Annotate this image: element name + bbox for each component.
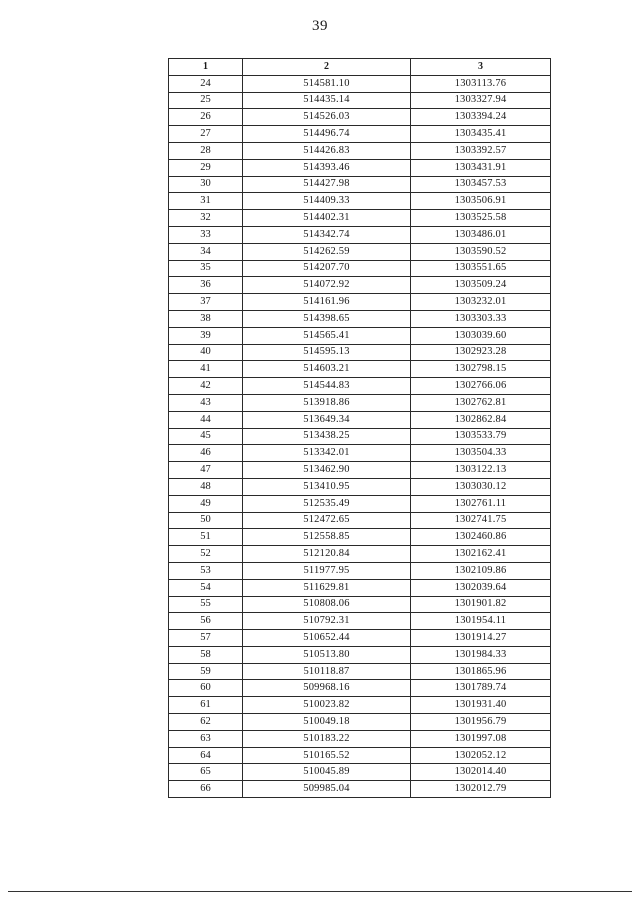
point-number-cell: 55 [169, 596, 243, 613]
point-number-cell: 59 [169, 663, 243, 680]
x-coordinate-cell: 514595.13 [243, 344, 411, 361]
x-coordinate-cell: 514427.98 [243, 176, 411, 193]
y-coordinate-cell: 1303506.91 [411, 193, 551, 210]
y-coordinate-cell: 1303533.79 [411, 428, 551, 445]
point-number-cell: 39 [169, 327, 243, 344]
table-row [169, 378, 551, 395]
x-coordinate-cell: 512558.85 [243, 529, 411, 546]
table-row [169, 478, 551, 495]
x-coordinate-cell: 510652.44 [243, 630, 411, 647]
y-coordinate-cell: 1301931.40 [411, 697, 551, 714]
x-coordinate-cell: 513438.25 [243, 428, 411, 445]
y-coordinate-cell: 1303509.24 [411, 277, 551, 294]
x-coordinate-cell: 510183.22 [243, 730, 411, 747]
point-number-cell: 53 [169, 562, 243, 579]
y-coordinate-cell: 1303232.01 [411, 294, 551, 311]
y-coordinate-cell: 1303504.33 [411, 445, 551, 462]
point-number-cell: 45 [169, 428, 243, 445]
y-coordinate-cell: 1303394.24 [411, 109, 551, 126]
table-body [169, 75, 551, 797]
table-row [169, 226, 551, 243]
x-coordinate-cell: 511977.95 [243, 562, 411, 579]
table-row [169, 613, 551, 630]
x-coordinate-cell: 510513.80 [243, 646, 411, 663]
x-coordinate-cell: 514393.46 [243, 159, 411, 176]
x-coordinate-cell: 514435.14 [243, 92, 411, 109]
y-coordinate-cell: 1303039.60 [411, 327, 551, 344]
table-row [169, 714, 551, 731]
table-row [169, 210, 551, 227]
y-coordinate-cell: 1302052.12 [411, 747, 551, 764]
table-row [169, 394, 551, 411]
x-coordinate-cell: 509968.16 [243, 680, 411, 697]
y-coordinate-cell: 1303392.57 [411, 142, 551, 159]
point-number-cell: 62 [169, 714, 243, 731]
point-number-cell: 26 [169, 109, 243, 126]
y-coordinate-cell: 1302762.81 [411, 394, 551, 411]
page-number: 39 [312, 18, 328, 34]
table-row [169, 495, 551, 512]
x-coordinate-cell: 514565.41 [243, 327, 411, 344]
x-coordinate-cell: 514426.83 [243, 142, 411, 159]
table-row [169, 764, 551, 781]
table-row [169, 697, 551, 714]
y-coordinate-cell: 1302766.06 [411, 378, 551, 395]
point-number-cell: 25 [169, 92, 243, 109]
point-number-cell: 29 [169, 159, 243, 176]
table-row [169, 361, 551, 378]
table-row [169, 630, 551, 647]
y-coordinate-cell: 1303030.12 [411, 478, 551, 495]
x-coordinate-cell: 514544.83 [243, 378, 411, 395]
table-row [169, 680, 551, 697]
table-header-row [169, 59, 551, 76]
point-number-cell: 28 [169, 142, 243, 159]
point-number-cell: 35 [169, 260, 243, 277]
table-row [169, 512, 551, 529]
y-coordinate-cell: 1302460.86 [411, 529, 551, 546]
table-row [169, 428, 551, 445]
x-coordinate-cell: 514526.03 [243, 109, 411, 126]
column-header-3: 3 [411, 59, 551, 76]
y-coordinate-cell: 1302039.64 [411, 579, 551, 596]
table-row [169, 294, 551, 311]
x-coordinate-cell: 514207.70 [243, 260, 411, 277]
y-coordinate-cell: 1303486.01 [411, 226, 551, 243]
table-row [169, 747, 551, 764]
y-coordinate-cell: 1302923.28 [411, 344, 551, 361]
y-coordinate-cell: 1302761.11 [411, 495, 551, 512]
y-coordinate-cell: 1302014.40 [411, 764, 551, 781]
y-coordinate-cell: 1302162.41 [411, 546, 551, 563]
table-row [169, 193, 551, 210]
y-coordinate-cell: 1301914.27 [411, 630, 551, 647]
y-coordinate-cell: 1303113.76 [411, 75, 551, 92]
table-row [169, 176, 551, 193]
x-coordinate-cell: 513918.86 [243, 394, 411, 411]
y-coordinate-cell: 1303431.91 [411, 159, 551, 176]
x-coordinate-cell: 510118.87 [243, 663, 411, 680]
point-number-cell: 65 [169, 764, 243, 781]
point-number-cell: 66 [169, 781, 243, 798]
y-coordinate-cell: 1303122.13 [411, 462, 551, 479]
y-coordinate-cell: 1301997.08 [411, 730, 551, 747]
point-number-cell: 31 [169, 193, 243, 210]
x-coordinate-cell: 510165.52 [243, 747, 411, 764]
coordinates-table [168, 58, 551, 798]
x-coordinate-cell: 510049.18 [243, 714, 411, 731]
y-coordinate-cell: 1303327.94 [411, 92, 551, 109]
y-coordinate-cell: 1302109.86 [411, 562, 551, 579]
table-row [169, 596, 551, 613]
x-coordinate-cell: 514402.31 [243, 210, 411, 227]
y-coordinate-cell: 1303525.58 [411, 210, 551, 227]
point-number-cell: 61 [169, 697, 243, 714]
footer-rule [8, 891, 632, 892]
table-row [169, 546, 551, 563]
table-row [169, 646, 551, 663]
y-coordinate-cell: 1303590.52 [411, 243, 551, 260]
point-number-cell: 49 [169, 495, 243, 512]
point-number-cell: 24 [169, 75, 243, 92]
y-coordinate-cell: 1302741.75 [411, 512, 551, 529]
table-row [169, 126, 551, 143]
point-number-cell: 36 [169, 277, 243, 294]
y-coordinate-cell: 1302798.15 [411, 361, 551, 378]
table-row [169, 277, 551, 294]
point-number-cell: 30 [169, 176, 243, 193]
table-row [169, 730, 551, 747]
point-number-cell: 63 [169, 730, 243, 747]
point-number-cell: 32 [169, 210, 243, 227]
point-number-cell: 33 [169, 226, 243, 243]
y-coordinate-cell: 1303303.33 [411, 310, 551, 327]
point-number-cell: 52 [169, 546, 243, 563]
x-coordinate-cell: 514072.92 [243, 277, 411, 294]
table-row [169, 92, 551, 109]
y-coordinate-cell: 1301954.11 [411, 613, 551, 630]
y-coordinate-cell: 1302012.79 [411, 781, 551, 798]
y-coordinate-cell: 1302862.84 [411, 411, 551, 428]
table-row [169, 781, 551, 798]
point-number-cell: 37 [169, 294, 243, 311]
point-number-cell: 58 [169, 646, 243, 663]
point-number-cell: 34 [169, 243, 243, 260]
table-row [169, 529, 551, 546]
x-coordinate-cell: 514398.65 [243, 310, 411, 327]
y-coordinate-cell: 1303551.65 [411, 260, 551, 277]
x-coordinate-cell: 513410.95 [243, 478, 411, 495]
x-coordinate-cell: 514262.59 [243, 243, 411, 260]
point-number-cell: 46 [169, 445, 243, 462]
point-number-cell: 44 [169, 411, 243, 428]
x-coordinate-cell: 513462.90 [243, 462, 411, 479]
x-coordinate-cell: 514342.74 [243, 226, 411, 243]
y-coordinate-cell: 1301901.82 [411, 596, 551, 613]
point-number-cell: 42 [169, 378, 243, 395]
table-row [169, 445, 551, 462]
point-number-cell: 27 [169, 126, 243, 143]
point-number-cell: 54 [169, 579, 243, 596]
table-row [169, 462, 551, 479]
table-row [169, 562, 551, 579]
column-header-2: 2 [243, 59, 411, 76]
table-row [169, 260, 551, 277]
table-row [169, 159, 551, 176]
point-number-cell: 43 [169, 394, 243, 411]
x-coordinate-cell: 514496.74 [243, 126, 411, 143]
point-number-cell: 57 [169, 630, 243, 647]
point-number-cell: 60 [169, 680, 243, 697]
point-number-cell: 56 [169, 613, 243, 630]
point-number-cell: 51 [169, 529, 243, 546]
table-row [169, 310, 551, 327]
x-coordinate-cell: 513342.01 [243, 445, 411, 462]
x-coordinate-cell: 514161.96 [243, 294, 411, 311]
x-coordinate-cell: 509985.04 [243, 781, 411, 798]
point-number-cell: 47 [169, 462, 243, 479]
table-row [169, 109, 551, 126]
point-number-cell: 50 [169, 512, 243, 529]
point-number-cell: 38 [169, 310, 243, 327]
table-row [169, 243, 551, 260]
table-row [169, 344, 551, 361]
x-coordinate-cell: 514581.10 [243, 75, 411, 92]
point-number-cell: 40 [169, 344, 243, 361]
x-coordinate-cell: 510792.31 [243, 613, 411, 630]
table-row [169, 411, 551, 428]
y-coordinate-cell: 1303435.41 [411, 126, 551, 143]
table-row [169, 75, 551, 92]
x-coordinate-cell: 511629.81 [243, 579, 411, 596]
x-coordinate-cell: 512120.84 [243, 546, 411, 563]
y-coordinate-cell: 1303457.53 [411, 176, 551, 193]
x-coordinate-cell: 514409.33 [243, 193, 411, 210]
x-coordinate-cell: 513649.34 [243, 411, 411, 428]
y-coordinate-cell: 1301865.96 [411, 663, 551, 680]
column-header-1: 1 [169, 59, 243, 76]
table-row [169, 579, 551, 596]
x-coordinate-cell: 512472.65 [243, 512, 411, 529]
x-coordinate-cell: 510023.82 [243, 697, 411, 714]
y-coordinate-cell: 1301984.33 [411, 646, 551, 663]
table-row [169, 327, 551, 344]
x-coordinate-cell: 512535.49 [243, 495, 411, 512]
point-number-cell: 64 [169, 747, 243, 764]
table-row [169, 663, 551, 680]
x-coordinate-cell: 510045.89 [243, 764, 411, 781]
x-coordinate-cell: 514603.21 [243, 361, 411, 378]
y-coordinate-cell: 1301789.74 [411, 680, 551, 697]
table-row [169, 142, 551, 159]
point-number-cell: 41 [169, 361, 243, 378]
x-coordinate-cell: 510808.06 [243, 596, 411, 613]
y-coordinate-cell: 1301956.79 [411, 714, 551, 731]
point-number-cell: 48 [169, 478, 243, 495]
